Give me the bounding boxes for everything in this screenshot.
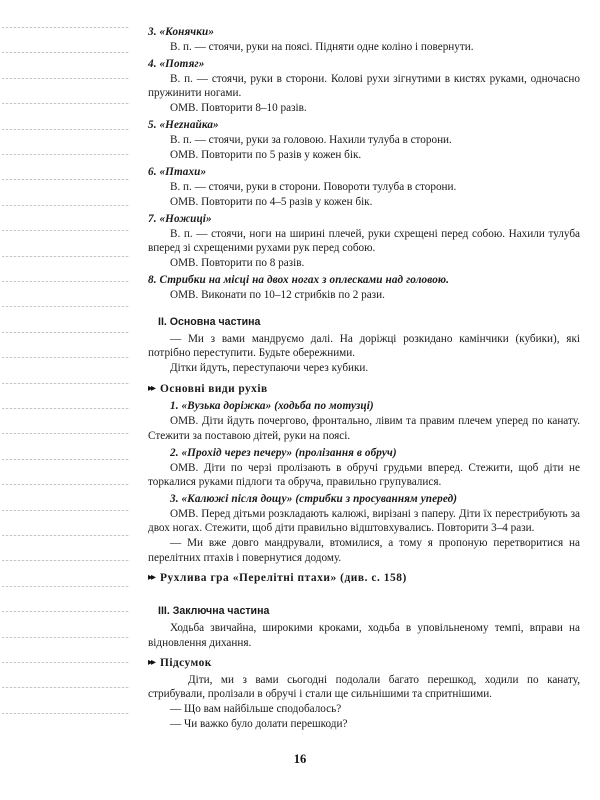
exercise-3-description: В. п. — стоячи, руки на поясі. Підняти одне коліно і повернути.	[170, 40, 474, 53]
margin-rule-line	[2, 78, 130, 79]
summary-question-2: — Чи важко було долати перешкоди?	[170, 718, 348, 731]
margin-rule-line	[2, 179, 130, 180]
exercise-3-title: 3. «Конячки»	[148, 25, 215, 38]
margin-rule-line	[2, 129, 130, 130]
margin-rule-line	[2, 662, 130, 663]
exercise-8-omb: ОМВ. Виконати по 10–12 стрибків по 2 рази.	[170, 289, 385, 302]
double-chevron-bullet-icon: ▸▸	[148, 572, 155, 584]
margin-rule-line	[2, 433, 130, 434]
summary-question-1: — Що вам найбільше сподобалось?	[170, 703, 342, 716]
exercise-4-title: 4. «Потяг»	[148, 57, 205, 70]
double-chevron-bullet-icon: ▸▸	[148, 657, 155, 668]
spacer-before-part-three	[148, 588, 580, 597]
bullet-heading-summary	[148, 656, 580, 671]
margin-rule-line	[2, 154, 130, 155]
summary-speech: Діти, ми з вами сьогодні подолали багато перешкод, ходили по канату, стрибували, пролізали в обручі і стали ще сильнішими та спритнішими.	[148, 674, 580, 701]
margin-rule-line	[2, 205, 130, 206]
margin-rule-line	[2, 611, 130, 612]
part-three-description: Ходьба звичайна, широкими кроками, ходьба в уповільненому темпі, вправи на відновлення дихання.	[148, 622, 580, 649]
movement-2-title: 2. «Прохід через печеру» (пролізання в обруч)	[170, 446, 397, 459]
movement-1-title: 1. «Вузька доріжка» (ходьба по мотузці)	[170, 400, 374, 413]
section-heading-part-three: III. Заключна частина	[158, 605, 270, 618]
section-heading-part-two: II. Основна частина	[158, 315, 261, 328]
margin-rule-line	[2, 459, 130, 460]
exercise-4-omb: ОМВ. Повторити 8–10 разів.	[170, 101, 307, 114]
margin-rule-line	[2, 230, 130, 231]
bullet-heading-movement-game-label: Рухлива гра «Перелітні птахи» (див. с. 158)	[160, 572, 407, 585]
exercise-6-title: 6. «Птахи»	[148, 165, 207, 178]
movement-3-title: 3. «Калюжі після дощу» (стрибки з просуванням уперед)	[170, 492, 458, 505]
exercise-7-description: В. п. — стоячи, ноги на ширині плечей, руки схрещені перед собою. Нахили тулуба вперед зі схрещеними рухами рук перед собою.	[148, 227, 580, 255]
page-number: 16	[293, 752, 307, 766]
margin-rule-line	[2, 560, 130, 561]
margin-rule-line	[2, 306, 130, 307]
margin-rule-line	[2, 713, 130, 714]
bullet-heading-main-movements-label: Основні види рухів	[160, 382, 268, 395]
exercise-5-omb: ОМВ. Повторити по 5 разів у кожен бік.	[170, 148, 362, 161]
margin-rule-line	[2, 27, 130, 28]
margin-ruled-lines	[0, 0, 140, 800]
spacer-before-part-two	[148, 303, 580, 308]
bullet-heading-summary-label: Підсумок	[160, 657, 212, 669]
exercise-6-omb: ОМВ. Повторити по 4–5 разів у кожен бік.	[170, 195, 373, 208]
part-two-action: Дітки йдуть, переступаючи через кубики.	[170, 362, 369, 375]
exercise-5-description: В. п. — стоячи, руки за головою. Нахили тулуба в сторони.	[170, 133, 452, 146]
margin-rule-line	[2, 535, 130, 536]
margin-rule-line	[2, 484, 130, 485]
part-two-speech: — Ми з вами мандруємо далі. На доріжці розкидано камінчики (кубики), які потрібно переступити. Будьте обережними.	[148, 332, 580, 360]
margin-rule-line	[2, 103, 130, 104]
bullet-heading-movement-game	[148, 571, 580, 586]
margin-rule-line	[2, 281, 130, 282]
margin-rule-line	[2, 357, 130, 358]
margin-rule-line	[2, 383, 130, 384]
margin-rule-line	[2, 256, 130, 257]
double-chevron-bullet-icon: ▸▸	[148, 382, 155, 394]
part-two-closing-speech: — Ми вже довго мандрували, втомилися, а тому я пропоную перетворитися на перелітних птахів і повернутися додому.	[148, 537, 580, 564]
margin-rule-line	[2, 687, 130, 688]
bullet-heading-main-movements	[148, 382, 580, 397]
margin-rule-line	[2, 408, 130, 409]
movement-3-omb: ОМВ. Перед дітьми розкладають калюжі, вирізані з паперу. Діти їх перестрибують за двох ногах. Стежити, щоб діти правильно відштовхувались. Повторити 3–4 рази.	[148, 508, 580, 535]
exercise-7-omb: ОМВ. Повторити по 8 разів.	[170, 257, 305, 270]
margin-rule-line	[2, 332, 130, 333]
exercise-8-title: 8. Стрибки на місці на двох ногах з оплесками над головою.	[148, 273, 450, 286]
margin-rule-line	[2, 52, 130, 53]
exercise-7-title: 7. «Ножиці»	[148, 212, 212, 225]
movement-2-omb: ОМВ. Діти по черзі пролізають в обручі грудьми вперед. Стежити, щоб діти не торкалися руками підлоги та обруча, правильно групувалися.	[148, 461, 580, 489]
exercise-4-description: В. п. — стоячи, руки в сторони. Колові рухи зігнутими в кистях руками, одночасно пружинити ногами.	[148, 72, 580, 99]
exercise-6-description: В. п. — стоячи, руки в сторони. Повороти тулуба в сторони.	[170, 180, 457, 193]
margin-rule-line	[2, 637, 130, 638]
movement-1-omb: ОМВ. Діти йдуть почергово, фронтально, лівим та правим плечем уперед по канату. Стежити за поставою дітей, руки на поясі.	[148, 415, 580, 442]
margin-rule-line	[2, 510, 130, 511]
exercise-5-title: 5. «Нezнайка»	[148, 118, 219, 131]
margin-rule-line	[2, 586, 130, 587]
page-content-column	[148, 22, 580, 731]
